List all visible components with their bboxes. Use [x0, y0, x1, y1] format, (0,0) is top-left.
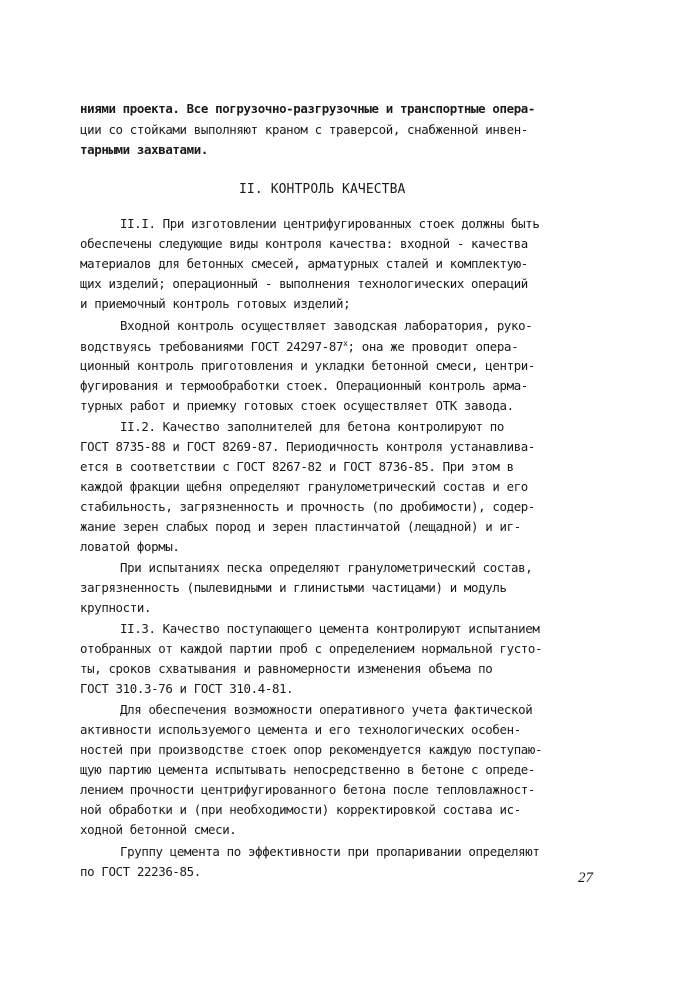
- text-line: и приемочный контроль готовых изделий;: [80, 296, 351, 311]
- text-line: Группу цемента по эффективности при пропаривании определяют: [120, 844, 540, 859]
- text-line: лением прочности центрифугированного бетона после тепловлажност-: [80, 782, 536, 797]
- text-line: обеспечены следующие виды контроля качества: входной - качества: [80, 236, 528, 251]
- page-number: 27: [578, 870, 593, 886]
- text-line: II.I. При изготовлении центрифугированных стоек должны быть: [120, 216, 540, 231]
- text-line: [80, 340, 518, 353]
- text-line: каждой фракции щебня определяют гранулометрический состав и его: [80, 479, 528, 494]
- text-line: ционный контроль приготовления и укладки бетонной смеси, центри-: [80, 358, 536, 373]
- superscript-mark: х: [343, 339, 348, 348]
- text-line: ГОСТ 8735-88 и ГОСТ 8269-87. Периодичность контроля устанавлива-: [80, 439, 536, 454]
- text-line: При испытаниях песка определяют гранулометрический состав,: [120, 560, 533, 575]
- text-line: активности используемого цемента и его технологических особен-: [80, 722, 521, 737]
- text-line: крупности.: [80, 600, 152, 615]
- text-line: ты, сроков схватывания и равномерности изменения объема по: [80, 661, 493, 676]
- text-line: ходной бетонной смеси.: [80, 822, 237, 837]
- text-segment: водствуясь требованиями ГОСТ 24297-87: [80, 339, 344, 354]
- text-line: ется в соответствии с ГОСТ 8267-82 и ГОСТ 8736-85. При этом в: [80, 459, 514, 474]
- text-line: фугирования и термообработки стоек. Операционный контроль арма-: [80, 378, 528, 393]
- text-line: ГОСТ 310.3-76 и ГОСТ 310.4-81.: [80, 681, 294, 696]
- text-line: Входной контроль осуществляет заводская лаборатория, руко-: [120, 318, 533, 333]
- text-line: ции со стойками выполняют краном с траверсой, снабженной инвен-: [80, 122, 528, 137]
- text-line: ностей при производстве стоек опор рекомендуется каждую поступаю-: [80, 742, 543, 757]
- text-line: тарными захватами.: [80, 142, 208, 157]
- text-line: II.2. Качество заполнителей для бетона контролируют по: [120, 419, 504, 434]
- text-line: ниями проекта. Все погрузочно-разгрузочные и транспортные опера-: [80, 101, 536, 116]
- text-line: по ГОСТ 22236-85.: [80, 864, 201, 879]
- text-line: Для обеспечения возможности оперативного учета фактической: [120, 702, 533, 717]
- text-line: щую партию цемента испытывать непосредственно в бетоне с опреде-: [80, 762, 536, 777]
- text-line: щих изделий; операционный - выполнения технологических операций: [80, 276, 528, 291]
- text-line: материалов для бетонных смесей, арматурных сталей и комплектую-: [80, 256, 528, 271]
- text-line: турных работ и приемку готовых стоек осуществляет ОТК завода.: [80, 398, 514, 413]
- text-line: ловатой формы.: [80, 539, 180, 554]
- text-line: отобранных от каждой партии проб с определением нормальной густо-: [80, 641, 543, 656]
- text-segment: ; она же проводит опера-: [347, 339, 519, 354]
- text-line: жание зерен слабых пород и зерен пластинчатой (лещадной) и иг-: [80, 519, 521, 534]
- text-line: ной обработки и (при необходимости) корректировкой состава ис-: [80, 802, 521, 817]
- section-title: II. КОНТРОЛЬ КАЧЕСТВА: [239, 182, 406, 197]
- text-line: II.3. Качество поступающего цемента контролируют испытанием: [120, 621, 540, 636]
- text-line: стабильность, загрязненность и прочность (по дробимости), содер-: [80, 499, 536, 514]
- text-line: загрязненность (пылевидными и глинистыми частицами) и модуль: [80, 580, 507, 595]
